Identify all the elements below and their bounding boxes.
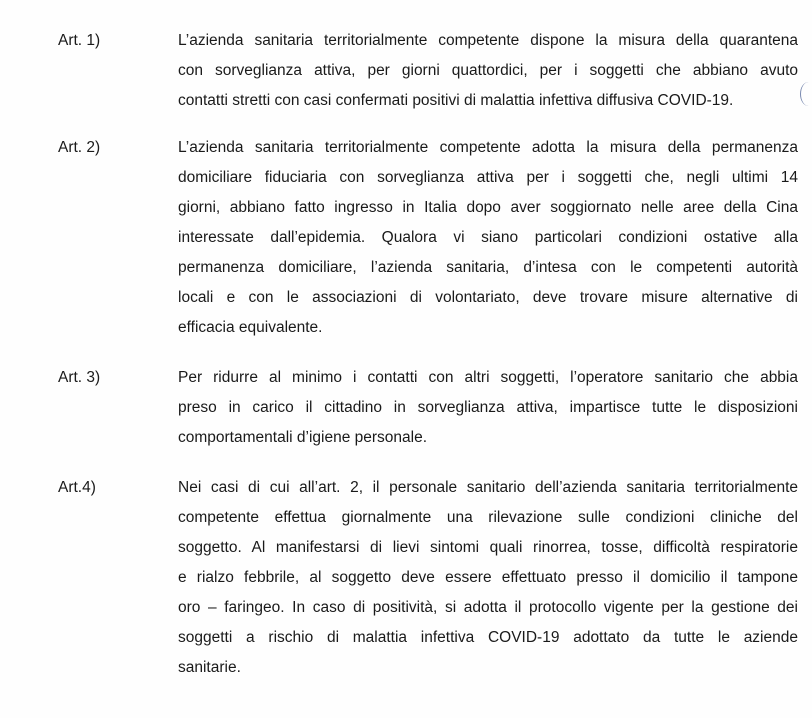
article-line: e rialzo febbrile, al soggetto deve essere effettuato presso il domicilio il tampone: [178, 569, 798, 586]
article-line: domiciliare fiduciaria con sorveglianza attiva per i soggetti che, negli ultimi 14: [178, 169, 798, 186]
article-label: Art. 1): [58, 32, 101, 49]
margin-bracket-mark: [800, 82, 812, 106]
article-line: competente effettua giornalmente una rilevazione sulle condizioni cliniche del: [178, 509, 798, 526]
article-line: soggetti a rischio di malattia infettiva COVID-19 adottato da tutte le aziende: [178, 629, 798, 646]
article-line: L’azienda sanitaria territorialmente competente adotta la misura della permanenza: [178, 139, 798, 156]
article-label: Art. 2): [58, 139, 101, 156]
article-label: Art.4): [58, 479, 96, 496]
article-line: con sorveglianza attiva, per giorni quattordici, per i soggetti che abbiano avuto: [178, 62, 798, 79]
article-line: efficacia equivalente.: [178, 319, 323, 336]
article-line: sanitarie.: [178, 659, 241, 676]
article-body: [178, 473, 798, 683]
article-line: Nei casi di cui all’art. 2, il personale sanitario dell’azienda sanitaria territorialmente: [178, 479, 798, 496]
article-line: Per ridurre al minimo i contatti con altri soggetti, l’operatore sanitario che abbia: [178, 369, 798, 386]
article-body: [178, 26, 798, 116]
article-body: [178, 133, 798, 343]
article-line: giorni, abbiano fatto ingresso in Italia dopo aver soggiornato nelle aree della Cina: [178, 199, 798, 216]
article-label: Art. 3): [58, 369, 101, 386]
article-line: permanenza domiciliare, l’azienda sanitaria, d’intesa con le competenti autorità: [178, 259, 798, 276]
article-line: locali e con le associazioni di volontariato, deve trovare misure alternative di: [178, 289, 798, 306]
article-line: L’azienda sanitaria territorialmente competente dispone la misura della quarantena: [178, 32, 798, 49]
article-line: soggetto. Al manifestarsi di lievi sintomi quali rinorrea, tosse, difficoltà respiratorie: [178, 539, 798, 556]
article-line: comportamentali d’igiene personale.: [178, 429, 428, 446]
article-line: preso in carico il cittadino in sorveglianza attiva, impartisce tutte le disposizioni: [178, 399, 798, 416]
article-line: interessate dall’epidemia. Qualora vi siano particolari condizioni ostative alla: [178, 229, 798, 246]
article-line: oro – faringeo. In caso di positività, si adotta il protocollo vigente per la gestione dei: [178, 599, 798, 616]
article-line: contatti stretti con casi confermati positivi di malattia infettiva diffusiva COVID-19.: [178, 92, 734, 109]
article-body: [178, 363, 798, 453]
